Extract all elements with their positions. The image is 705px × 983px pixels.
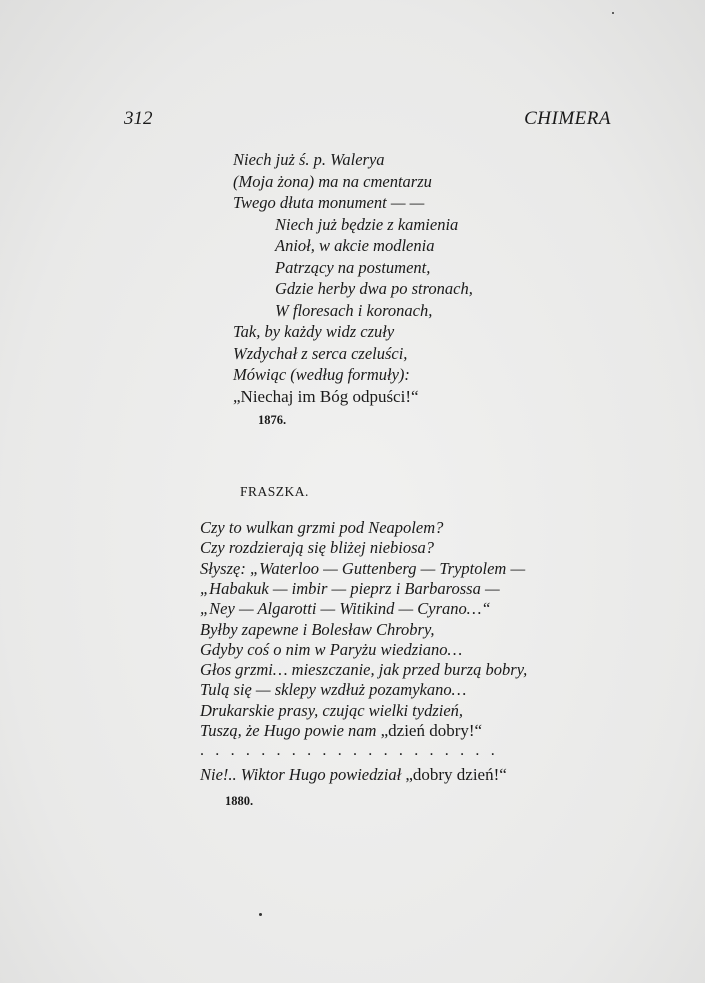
poem-line (233, 365, 410, 384)
poem-line-italic: Patrzący na postument, (275, 257, 431, 277)
poem-line-italic: W floresach i koronach, (275, 300, 433, 320)
poem-line (200, 765, 507, 784)
poem-1-year: 1876. (258, 413, 287, 427)
poem-line-italic: Gdyby coś o nim w Paryżu wiedziano… (200, 639, 463, 659)
poem-line-italic: Słyszę: „Waterloo — Guttenberg — Tryptolem — (200, 558, 526, 578)
poem-line-italic: Mówiąc (według formuły): (233, 365, 410, 384)
poem-line (233, 150, 385, 169)
poem-line-roman: „dobry dzień!“ (405, 765, 507, 784)
poem-line (275, 279, 473, 298)
poem-line-italic: „Ney — Algarotti — Witikind — Cyrano…“ (200, 599, 491, 619)
poem-line-roman: „Niechaj im Bóg odpuści!“ (233, 386, 419, 406)
poem-line (275, 258, 430, 277)
poem-line-italic: Czy to wulkan grzmi pod Neapolem? (200, 518, 444, 537)
page-number: 312 (124, 108, 153, 129)
poem-line-italic: „Habakuk — imbir — pieprz i Barbarossa — (200, 578, 500, 598)
poem-2-year: 1880. (225, 794, 254, 808)
poem-line-italic: Tulą się — sklepy wzdłuż pozamykano… (200, 680, 467, 700)
poem-line (275, 236, 434, 255)
poem-line (233, 322, 394, 341)
poem-line-italic: Głos grzmi… mieszczanie, jak przed burzą bobry, (200, 660, 528, 680)
poem-line (200, 660, 527, 679)
ellipsis-row: .................... (200, 742, 506, 759)
poem-line (200, 538, 434, 557)
poem-line-italic: Gdzie herby dwa po stronach, (275, 279, 473, 298)
poem-line-italic: Anioł, w akcie modlenia (275, 236, 435, 255)
poem-line-italic: Nie!.. Wiktor Hugo powiedział (200, 765, 406, 784)
poem-line (233, 193, 424, 212)
poem-line (275, 215, 458, 234)
print-speck (259, 913, 262, 916)
poem-line (275, 301, 432, 320)
poem-line-italic: Czy rozdzierają się bliżej niebiosa? (200, 538, 435, 558)
poem-line (200, 680, 466, 699)
poem-line-italic: Byłby zapewne i Bolesław Chrobry, (200, 619, 435, 639)
poem-line (200, 620, 435, 639)
poem-line (200, 701, 463, 720)
running-title: CHIMERA (524, 108, 611, 129)
poem-line-italic: Twego dłuta monument — — (233, 193, 425, 212)
poem-line-italic: (Moja żona) ma na cmentarzu (233, 171, 432, 191)
poem-line (200, 579, 500, 598)
poem-line-roman: „dzień dobry!“ (380, 721, 483, 740)
poem-line (200, 599, 491, 618)
print-speck (612, 12, 614, 14)
poem-line (233, 387, 419, 406)
poem-line (233, 172, 432, 191)
poem-line-italic: Niech już będzie z kamienia (275, 214, 459, 234)
poem-line-italic: Tak, by każdy widz czuły (233, 322, 395, 341)
poem-line-italic: Tuszą, że Hugo powie nam (200, 721, 381, 740)
poem-line (200, 640, 462, 659)
poem-line-italic: Drukarskie prasy, czując wielki tydzień, (200, 700, 464, 720)
poem-line (200, 721, 482, 740)
poem-line-italic: Wzdychał z serca czeluści, (233, 343, 408, 363)
poem-line (233, 344, 407, 363)
poem-line (200, 559, 525, 578)
poem-line-italic: Niech już ś. p. Walerya (233, 150, 385, 169)
poem-line (200, 518, 443, 537)
poem-2-title: FRASZKA. (240, 484, 309, 499)
